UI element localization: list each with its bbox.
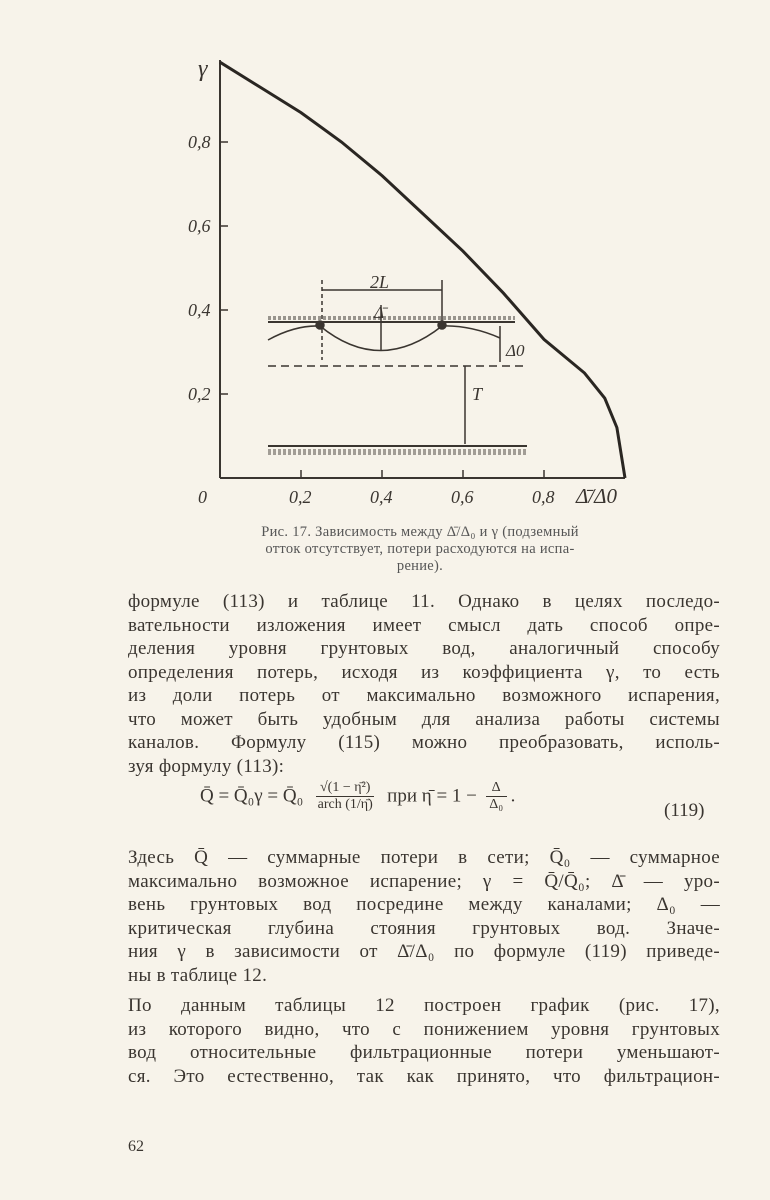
text-line: определения потерь, исходя из коэффициента γ, то есть bbox=[128, 661, 720, 683]
caption-line: Рис. 17. Зависимость между Δ̄/Δ₀ и γ (подземный bbox=[261, 524, 579, 540]
equation-number: (119) bbox=[664, 800, 705, 821]
text-line: из которого видно, что с понижением уровня грунтовых bbox=[128, 1018, 720, 1040]
paragraph-3 bbox=[128, 994, 720, 1088]
gamma-chart bbox=[0, 0, 770, 520]
text-line: деления уровня грунтовых вод, аналогичный способу bbox=[128, 638, 720, 659]
text-line: ся. Это естественно, так как принято, что фильтрацион- bbox=[128, 1065, 720, 1087]
x-tick-label: 0,2 bbox=[289, 487, 312, 507]
formula-119: Q̄ = Q̄₀γ = Q̄₀ √(1 − η̄²) arch (1/η̄) при η̄ = 1 − $\frac{\Delta}{\text{Δ₀}}$ . bbox=[200, 780, 516, 812]
text-line: зуя формулу (113): bbox=[128, 755, 285, 777]
formula-numerator: √(1 − η̄²) bbox=[316, 780, 374, 797]
y-tick-label: 0,4 bbox=[188, 300, 211, 320]
text-line: каналов. Формулу (115) можно преобразовать, исполь- bbox=[128, 732, 720, 753]
text-line: критическая глубина стояния грунтовых вод. Значе- bbox=[128, 917, 720, 939]
caption-line: отток отсутствует, потери расходуются на испа- bbox=[265, 541, 575, 557]
text-line: что может быть удобным для анализа работы системы bbox=[128, 708, 720, 730]
text-line: ния γ в зависимости от Δ̄/Δ₀ по формуле (119) приведе- bbox=[128, 941, 720, 962]
text-line: вательности изложения имеет смысл дать способ опре- bbox=[128, 614, 720, 636]
paragraph-1 bbox=[128, 590, 720, 778]
text-line: максимально возможное испарение; γ = Q̄/Q̄₀; Δ̄ — уро- bbox=[128, 870, 720, 892]
inset-label-delta0: Δ0 bbox=[506, 341, 525, 360]
x-tick-label: 0 bbox=[198, 487, 207, 507]
inset-diagram bbox=[268, 280, 527, 452]
x-tick-label: 0,8 bbox=[532, 487, 555, 507]
formula-lhs: Q̄ = Q̄₀γ = Q̄₀ bbox=[200, 785, 304, 807]
gamma-curve bbox=[220, 62, 625, 478]
x-tick-label: 0,6 bbox=[451, 487, 474, 507]
formula-condition: при η̄ = 1 − bbox=[387, 785, 477, 807]
caption-line: рение). bbox=[396, 558, 444, 574]
text-line: Здесь Q̄ — суммарные потери в сети; Q̄₀ — суммарное bbox=[128, 847, 720, 868]
text-line: формуле (113) и таблице 11. Однако в целях последо- bbox=[128, 591, 720, 612]
y-tick-label: 0,8 bbox=[188, 132, 211, 152]
x-axis-label: Δ̄/Δ0 bbox=[576, 484, 617, 508]
chart-axes bbox=[220, 60, 625, 478]
inset-label-delta: Δ̄ bbox=[374, 303, 384, 322]
figure-caption bbox=[180, 524, 660, 575]
inset-label-2L: 2L bbox=[370, 272, 390, 292]
text-line: ны в таблице 12. bbox=[128, 964, 268, 986]
y-tick-label: 0,6 bbox=[188, 216, 211, 236]
formula-denominator: arch (1/η̄) bbox=[317, 797, 373, 812]
text-line: вод относительные фильтрационные потери уменьшают- bbox=[128, 1042, 720, 1063]
x-tick-label: 0,4 bbox=[370, 487, 393, 507]
y-axis-label: γ bbox=[198, 56, 208, 82]
page-number: 62 bbox=[128, 1138, 144, 1155]
text-line: По данным таблицы 12 построен график (рис. 17), bbox=[128, 995, 720, 1016]
formula-frac-num: Δ bbox=[486, 780, 507, 797]
inset-label-T: T bbox=[472, 384, 483, 404]
formula-frac-den: Δ₀ bbox=[489, 797, 504, 812]
y-tick-label: 0,2 bbox=[188, 384, 211, 404]
text-line: вень грунтовых вод посредине между каналами; Δ₀ — bbox=[128, 894, 720, 915]
text-line: из доли потерь от максимально возможного испарения, bbox=[128, 685, 720, 706]
paragraph-2 bbox=[128, 846, 720, 987]
